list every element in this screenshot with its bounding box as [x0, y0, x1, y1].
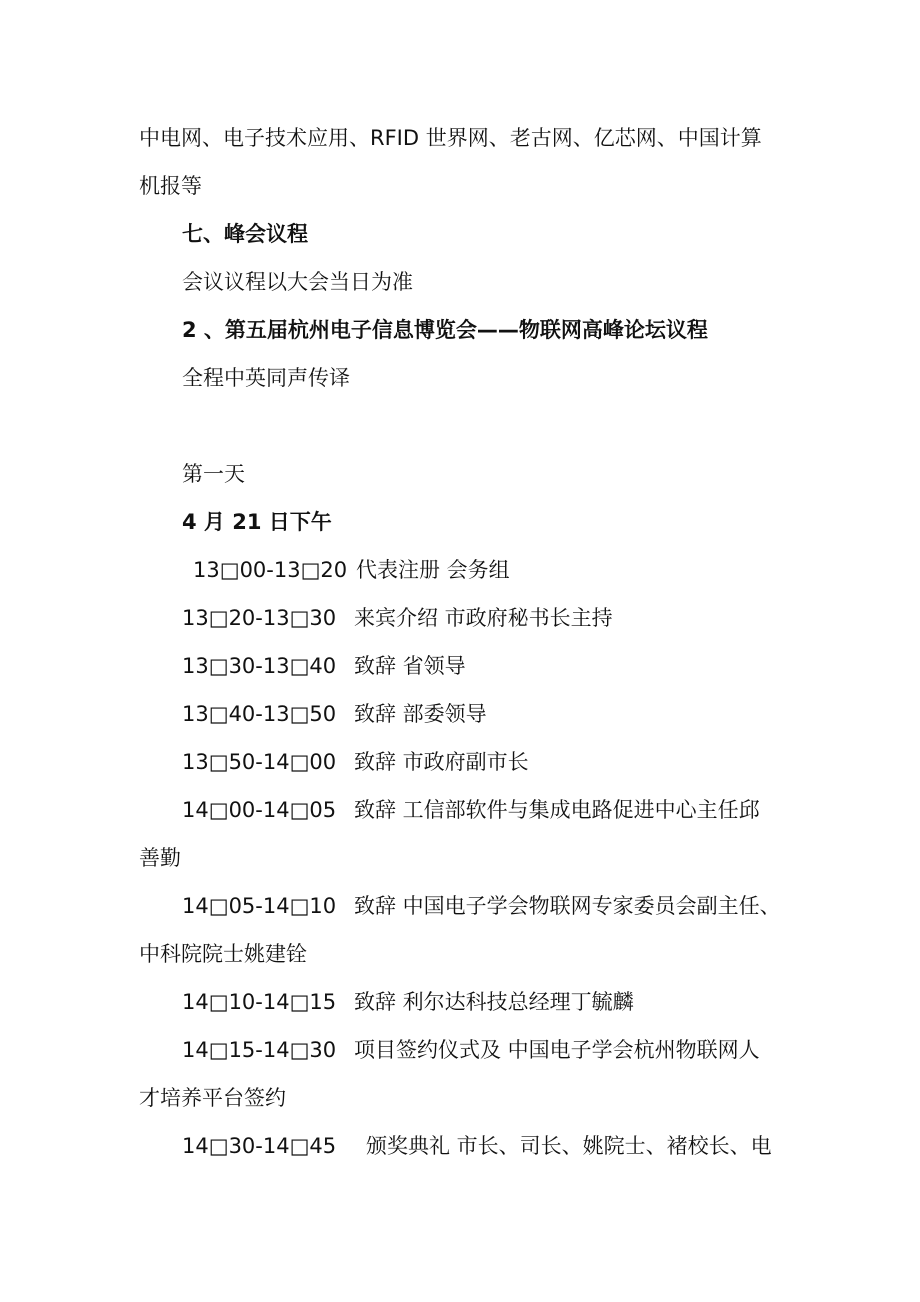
schedule-row — [182, 700, 487, 728]
schedule-time: 13□50-14□00 — [182, 750, 337, 774]
schedule-row — [182, 1132, 772, 1160]
schedule-item-continuation: 中科院院士姚建铨 — [139, 942, 307, 966]
schedule-time: 14□05-14□10 — [182, 894, 337, 918]
schedule-item: 颁奖典礼 市长、司长、姚院士、褚校长、电 — [366, 1134, 772, 1158]
schedule-time: 14□00-14□05 — [182, 798, 337, 822]
day-label: 第一天 — [182, 462, 245, 486]
schedule-item: 致辞 省领导 — [354, 654, 466, 678]
schedule-time: 14□15-14□30 — [182, 1038, 337, 1062]
schedule-row — [182, 988, 634, 1016]
schedule-time: 13□20-13□30 — [182, 606, 337, 630]
schedule-time: 14□10-14□15 — [182, 990, 337, 1014]
schedule-row — [182, 796, 760, 824]
agenda-note: 会议议程以大会当日为准 — [182, 270, 413, 294]
schedule-item: 致辞 部委领导 — [354, 702, 487, 726]
schedule-item-continuation: 善勤 — [139, 846, 181, 870]
schedule-item: 致辞 市政府副市长 — [354, 750, 529, 774]
forum-title: 2 、第五届杭州电子信息博览会——物联网高峰论坛议程 — [182, 318, 708, 342]
schedule-time: 13□30-13□40 — [182, 654, 337, 678]
schedule-time: 14□30-14□45 — [182, 1134, 337, 1158]
section-heading: 七、峰会议程 — [182, 222, 308, 246]
schedule-item: 致辞 工信部软件与集成电路促进中心主任邱 — [354, 798, 760, 822]
schedule-time: 13□00-13□20 — [193, 558, 348, 582]
intro-line-2: 机报等 — [139, 174, 202, 198]
schedule-row — [193, 556, 510, 584]
schedule-row — [182, 748, 529, 776]
schedule-item: 来宾介绍 市政府秘书长主持 — [354, 606, 613, 630]
schedule-item: 项目签约仪式及 中国电子学会杭州物联网人 — [354, 1038, 760, 1062]
schedule-item-continuation: 才培养平台签约 — [139, 1086, 286, 1110]
schedule-time: 13□40-13□50 — [182, 702, 337, 726]
schedule-row — [182, 1036, 760, 1064]
schedule-row — [182, 604, 613, 632]
schedule-item: 代表注册 会务组 — [356, 558, 510, 582]
schedule-item: 致辞 中国电子学会物联网专家委员会副主任、 — [354, 894, 781, 918]
schedule-row — [182, 652, 466, 680]
intro-line-1: 中电网、电子技术应用、RFID 世界网、老古网、亿芯网、中国计算 — [139, 126, 762, 150]
session-label: 4 月 21 日下午 — [182, 510, 332, 534]
schedule-item: 致辞 利尔达科技总经理丁毓麟 — [354, 990, 634, 1014]
schedule-row — [182, 892, 781, 920]
interpretation-note: 全程中英同声传译 — [182, 366, 350, 390]
